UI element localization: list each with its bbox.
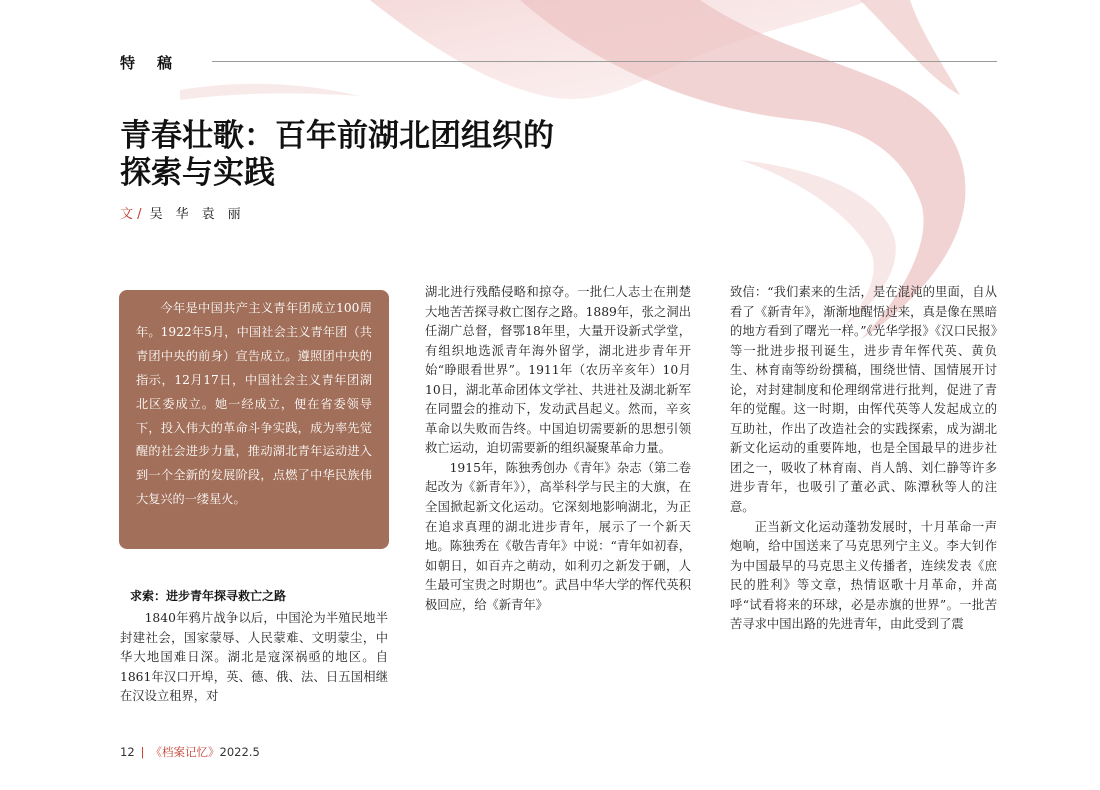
byline-prefix: 文 / [120, 207, 146, 222]
summary-box: 今年是中国共产主义青年团成立100周年。1922年5月，中国社会主义青年团（共青团中央的前身）宣告成立。遵照团中央的指示，12月17日，中国社会主义青年团湖北区委成立。她一经成立，便在省委领导下，投入伟大的革命斗争实践，成为率先觉醒的社会进步力量，推动湖北青年运动进入到一个全新的发展阶段，点燃了中华民族伟大复兴的一缕星火。 [119, 290, 389, 549]
section-subheading: 求索：进步青年探寻救亡之路 [130, 589, 287, 603]
paragraph: 1840年鸦片战争以后，中国沦为半殖民地半封建社会，国家蒙辱、人民蒙难、文明蒙尘，中华大地国难日深。湖北是寇深祸亟的地区。自1861年汉口开埠，英、德、俄、法、日五国相继在汉设立租界，对 [120, 611, 388, 704]
footer-separator: | [140, 745, 145, 759]
column-2 [425, 283, 691, 615]
byline [120, 203, 254, 222]
author-names: 吴华袁丽 [149, 207, 254, 222]
paragraph: 湖北进行残酷侵略和掠夺。一批仁人志士在荆楚大地苦苦探寻救亡图存之路。1889年，张之洞出任湖广总督，督鄂18年里，大量开设新式学堂，有组织地选派青年海外留学，湖北进步青年开始“睁眼看世界”。1911年（农历辛亥年）10月10日，湖北革命团体文学社、共进社及湖北新军在同盟会的推动下，发动武昌起义。然而，辛亥革命以失败而告终。中国迫切需要新的思想引领救亡运动，迫切需要新的组织凝聚革命力量。 [425, 285, 691, 456]
column-3 [730, 283, 997, 635]
title-line-1: 青春壮歌：百年前湖北团组织的 [120, 118, 554, 154]
title-line-2: 探索与实践 [120, 155, 275, 191]
paragraph: 致信：“我们素来的生活，是在混沌的里面，自从看了《新青年》，渐渐地醒悟过来，真是像在黑暗的地方看到了曙光一样。”《光华学报》《汉口民报》等一批进步报刊诞生，进步青年恽代英、黄负生、林育南等纷纷撰稿，围绕世情、国情展开讨论，对封建制度和伦理纲常进行批判，促进了青年的觉醒。这一时期，由恽代英等人发起成立的互助社，作出了改造社会的实践探索，成为湖北新文化运动的重要阵地，也是全国最早的进步社团之一，吸收了林育南、肖人鹄、刘仁静等许多进步青年，也吸引了董必武、陈潭秋等人的注意。 [730, 285, 997, 515]
section-rule [212, 61, 997, 62]
column-1 [120, 609, 388, 707]
paragraph: 1915年，陈独秀创办《青年》杂志（第二卷起改为《新青年》），高举科学与民主的大旗，在全国掀起新文化运动。它深刻地影响湖北，为正在追求真理的湖北进步青年，展示了一个新天地。陈独秀在《敬告青年》中说：“青年如初春，如朝日，如百卉之萌动，如利刃之新发于硎，人生最可宝贵之时期也”。武昌中华大学的恽代英积极回应，给《新青年》 [425, 460, 691, 612]
magazine-name: 《档案记忆》 [150, 745, 220, 759]
section-label: 特稿 [120, 54, 195, 72]
paragraph: 正当新文化运动蓬勃发展时，十月革命一声炮响，给中国送来了马克思列宁主义。李大钊作为中国最早的马克思主义传播者，连续发表《庶民的胜利》等文章，热情讴歌十月革命，并高呼“试看将来的环球，必是赤旗的世界”。一批苦苦寻求中国出路的先进青年，由此受到了震 [730, 519, 997, 632]
page-number: 12 [120, 745, 135, 759]
page-footer [120, 744, 260, 760]
issue-number: 2022.5 [219, 745, 260, 759]
article-title [120, 118, 554, 192]
